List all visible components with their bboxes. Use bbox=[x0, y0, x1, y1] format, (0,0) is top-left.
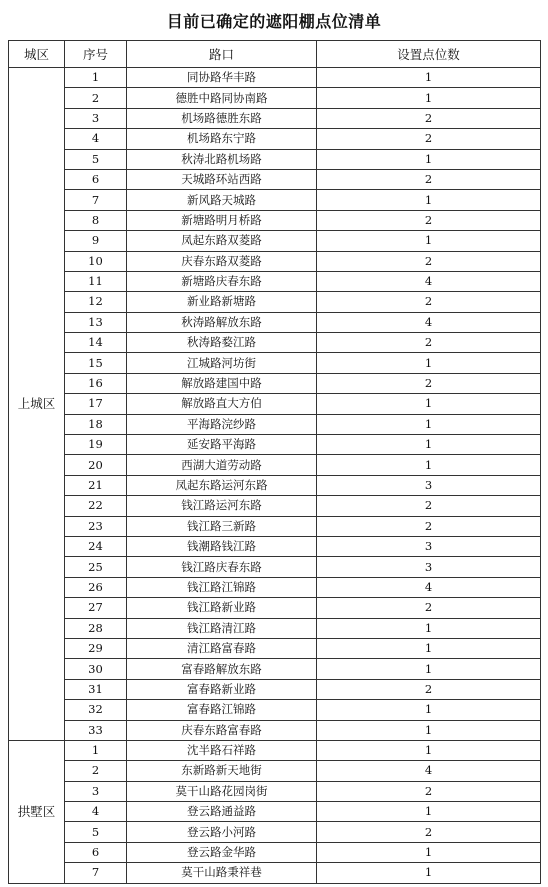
table-row bbox=[9, 863, 541, 883]
table-row bbox=[9, 598, 541, 618]
row-number-cell: 1 bbox=[65, 740, 127, 760]
count-cell: 2 bbox=[317, 781, 541, 801]
intersection-cell: 钱江路庆春东路 bbox=[127, 557, 317, 577]
row-number-cell: 3 bbox=[65, 108, 127, 128]
row-number-cell: 22 bbox=[65, 496, 127, 516]
table-row bbox=[9, 557, 541, 577]
table-row bbox=[9, 271, 541, 291]
table-row bbox=[9, 475, 541, 495]
table-row bbox=[9, 88, 541, 108]
count-cell: 3 bbox=[317, 557, 541, 577]
table-row bbox=[9, 231, 541, 251]
intersection-cell: 西湖大道劳动路 bbox=[127, 455, 317, 475]
intersection-cell: 秋涛路婺江路 bbox=[127, 333, 317, 353]
intersection-cell: 德胜中路同协南路 bbox=[127, 88, 317, 108]
table-row bbox=[9, 822, 541, 842]
header-intersection: 路口 bbox=[127, 41, 317, 68]
table-row bbox=[9, 700, 541, 720]
intersection-cell: 沈半路石祥路 bbox=[127, 740, 317, 760]
row-number-cell: 16 bbox=[65, 373, 127, 393]
header-number: 序号 bbox=[65, 41, 127, 68]
table-row bbox=[9, 720, 541, 740]
row-number-cell: 26 bbox=[65, 577, 127, 597]
count-cell: 2 bbox=[317, 169, 541, 189]
row-number-cell: 4 bbox=[65, 802, 127, 822]
row-number-cell: 29 bbox=[65, 638, 127, 658]
table-row bbox=[9, 802, 541, 822]
row-number-cell: 30 bbox=[65, 659, 127, 679]
count-cell: 4 bbox=[317, 312, 541, 332]
table-row bbox=[9, 190, 541, 210]
row-number-cell: 23 bbox=[65, 516, 127, 536]
intersection-cell: 登云路金华路 bbox=[127, 842, 317, 862]
count-cell: 2 bbox=[317, 496, 541, 516]
table-row bbox=[9, 577, 541, 597]
count-cell: 1 bbox=[317, 149, 541, 169]
table-row bbox=[9, 373, 541, 393]
count-cell: 1 bbox=[317, 863, 541, 883]
count-cell: 2 bbox=[317, 292, 541, 312]
table-row bbox=[9, 516, 541, 536]
row-number-cell: 27 bbox=[65, 598, 127, 618]
table-row bbox=[9, 414, 541, 434]
intersection-cell: 秋涛路解放东路 bbox=[127, 312, 317, 332]
row-number-cell: 32 bbox=[65, 700, 127, 720]
row-number-cell: 14 bbox=[65, 333, 127, 353]
count-cell: 1 bbox=[317, 802, 541, 822]
table-row bbox=[9, 638, 541, 658]
table-row bbox=[9, 679, 541, 699]
intersection-cell: 平海路浣纱路 bbox=[127, 414, 317, 434]
count-cell: 1 bbox=[317, 842, 541, 862]
row-number-cell: 31 bbox=[65, 679, 127, 699]
table-row bbox=[9, 496, 541, 516]
row-number-cell: 3 bbox=[65, 781, 127, 801]
row-number-cell: 25 bbox=[65, 557, 127, 577]
district-cell: 上城区 bbox=[9, 68, 65, 741]
row-number-cell: 2 bbox=[65, 88, 127, 108]
count-cell: 4 bbox=[317, 271, 541, 291]
intersection-cell: 钱潮路钱江路 bbox=[127, 536, 317, 556]
row-number-cell: 1 bbox=[65, 68, 127, 88]
table-row bbox=[9, 353, 541, 373]
row-number-cell: 8 bbox=[65, 210, 127, 230]
count-cell: 1 bbox=[317, 353, 541, 373]
intersection-cell: 机场路德胜东路 bbox=[127, 108, 317, 128]
row-number-cell: 18 bbox=[65, 414, 127, 434]
table-row bbox=[9, 455, 541, 475]
count-cell: 1 bbox=[317, 659, 541, 679]
count-cell: 1 bbox=[317, 700, 541, 720]
row-number-cell: 21 bbox=[65, 475, 127, 495]
row-number-cell: 6 bbox=[65, 842, 127, 862]
row-number-cell: 7 bbox=[65, 863, 127, 883]
table-body bbox=[9, 68, 541, 884]
intersection-cell: 富春路新业路 bbox=[127, 679, 317, 699]
row-number-cell: 33 bbox=[65, 720, 127, 740]
row-number-cell: 13 bbox=[65, 312, 127, 332]
row-number-cell: 6 bbox=[65, 169, 127, 189]
intersection-cell: 富春路江锦路 bbox=[127, 700, 317, 720]
count-cell: 3 bbox=[317, 475, 541, 495]
count-cell: 2 bbox=[317, 373, 541, 393]
row-number-cell: 28 bbox=[65, 618, 127, 638]
table-row bbox=[9, 169, 541, 189]
row-number-cell: 2 bbox=[65, 761, 127, 781]
table-row bbox=[9, 108, 541, 128]
count-cell: 2 bbox=[317, 210, 541, 230]
intersection-cell: 东新路新天地街 bbox=[127, 761, 317, 781]
intersection-cell: 机场路东宁路 bbox=[127, 129, 317, 149]
intersection-cell: 新塘路明月桥路 bbox=[127, 210, 317, 230]
intersection-cell: 富春路解放东路 bbox=[127, 659, 317, 679]
header-count: 设置点位数 bbox=[317, 41, 541, 68]
count-cell: 2 bbox=[317, 822, 541, 842]
count-cell: 1 bbox=[317, 740, 541, 760]
intersection-cell: 钱江路三新路 bbox=[127, 516, 317, 536]
table-row bbox=[9, 536, 541, 556]
intersection-cell: 莫干山路花园岗街 bbox=[127, 781, 317, 801]
count-cell: 1 bbox=[317, 414, 541, 434]
table-row bbox=[9, 781, 541, 801]
row-number-cell: 7 bbox=[65, 190, 127, 210]
count-cell: 1 bbox=[317, 638, 541, 658]
row-number-cell: 24 bbox=[65, 536, 127, 556]
count-cell: 2 bbox=[317, 251, 541, 271]
count-cell: 1 bbox=[317, 618, 541, 638]
intersection-cell: 新塘路庆春东路 bbox=[127, 271, 317, 291]
row-number-cell: 9 bbox=[65, 231, 127, 251]
count-cell: 1 bbox=[317, 88, 541, 108]
intersection-cell: 莫干山路秉祥巷 bbox=[127, 863, 317, 883]
table-row bbox=[9, 251, 541, 271]
count-cell: 1 bbox=[317, 394, 541, 414]
page-title: 目前已确定的遮阳棚点位清单 bbox=[166, 12, 382, 31]
table-row bbox=[9, 333, 541, 353]
intersection-cell: 登云路小河路 bbox=[127, 822, 317, 842]
intersection-cell: 钱江路运河东路 bbox=[127, 496, 317, 516]
row-number-cell: 15 bbox=[65, 353, 127, 373]
count-cell: 1 bbox=[317, 231, 541, 251]
intersection-cell: 新风路天城路 bbox=[127, 190, 317, 210]
row-number-cell: 5 bbox=[65, 822, 127, 842]
intersection-cell: 秋涛北路机场路 bbox=[127, 149, 317, 169]
count-cell: 1 bbox=[317, 720, 541, 740]
table-row bbox=[9, 129, 541, 149]
district-cell: 拱墅区 bbox=[9, 740, 65, 883]
table-row bbox=[9, 842, 541, 862]
table-row bbox=[9, 394, 541, 414]
count-cell: 1 bbox=[317, 435, 541, 455]
row-number-cell: 19 bbox=[65, 435, 127, 455]
location-table bbox=[8, 40, 541, 884]
intersection-cell: 江城路河坊街 bbox=[127, 353, 317, 373]
header-district: 城区 bbox=[9, 41, 65, 68]
row-number-cell: 12 bbox=[65, 292, 127, 312]
row-number-cell: 10 bbox=[65, 251, 127, 271]
count-cell: 2 bbox=[317, 679, 541, 699]
table-row bbox=[9, 435, 541, 455]
intersection-cell: 解放路建国中路 bbox=[127, 373, 317, 393]
intersection-cell: 天城路环站西路 bbox=[127, 169, 317, 189]
intersection-cell: 钱江路清江路 bbox=[127, 618, 317, 638]
count-cell: 3 bbox=[317, 536, 541, 556]
table-row bbox=[9, 312, 541, 332]
row-number-cell: 4 bbox=[65, 129, 127, 149]
intersection-cell: 同协路华丰路 bbox=[127, 68, 317, 88]
count-cell: 2 bbox=[317, 129, 541, 149]
intersection-cell: 解放路直大方伯 bbox=[127, 394, 317, 414]
intersection-cell: 庆春东路富春路 bbox=[127, 720, 317, 740]
count-cell: 2 bbox=[317, 333, 541, 353]
table-row bbox=[9, 740, 541, 760]
table-row bbox=[9, 292, 541, 312]
intersection-cell: 庆春东路双菱路 bbox=[127, 251, 317, 271]
header-row bbox=[9, 41, 541, 68]
count-cell: 4 bbox=[317, 761, 541, 781]
count-cell: 1 bbox=[317, 455, 541, 475]
row-number-cell: 11 bbox=[65, 271, 127, 291]
intersection-cell: 登云路通益路 bbox=[127, 802, 317, 822]
table-row bbox=[9, 618, 541, 638]
intersection-cell: 钱江路新业路 bbox=[127, 598, 317, 618]
table-row bbox=[9, 149, 541, 169]
intersection-cell: 钱江路江锦路 bbox=[127, 577, 317, 597]
count-cell: 2 bbox=[317, 516, 541, 536]
table-row bbox=[9, 210, 541, 230]
intersection-cell: 凤起东路运河东路 bbox=[127, 475, 317, 495]
intersection-cell: 凤起东路双菱路 bbox=[127, 231, 317, 251]
intersection-cell: 清江路富春路 bbox=[127, 638, 317, 658]
row-number-cell: 20 bbox=[65, 455, 127, 475]
table-row bbox=[9, 68, 541, 88]
count-cell: 2 bbox=[317, 108, 541, 128]
count-cell: 1 bbox=[317, 68, 541, 88]
intersection-cell: 新业路新塘路 bbox=[127, 292, 317, 312]
row-number-cell: 17 bbox=[65, 394, 127, 414]
count-cell: 2 bbox=[317, 598, 541, 618]
count-cell: 4 bbox=[317, 577, 541, 597]
table-row bbox=[9, 761, 541, 781]
count-cell: 1 bbox=[317, 190, 541, 210]
table-row bbox=[9, 659, 541, 679]
row-number-cell: 5 bbox=[65, 149, 127, 169]
intersection-cell: 延安路平海路 bbox=[127, 435, 317, 455]
